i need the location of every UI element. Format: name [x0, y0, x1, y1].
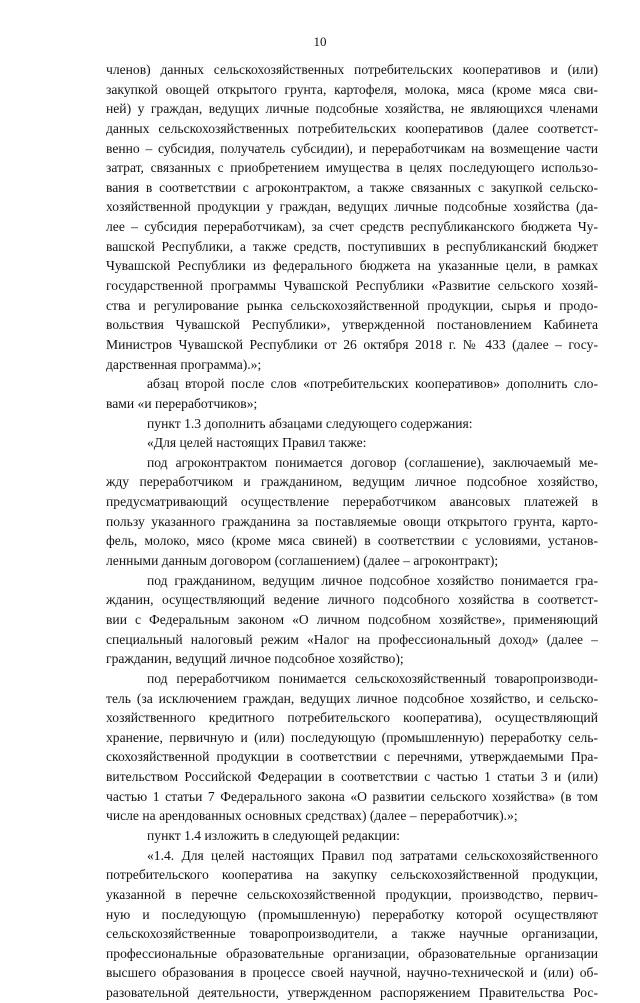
text-line: потребительского кооператива на закупку сельскохозяйственной продукции,: [106, 867, 598, 883]
text-line: вами «и переработчиков»;: [106, 395, 258, 411]
body-text: [106, 60, 598, 1003]
text-line: дарственная программа).»;: [106, 356, 262, 372]
text-line: закупкой овощей открытого грунта, картофеля, молока, мяса (кроме мяса сви-: [106, 81, 598, 97]
text-line: вашской Республики, а также средств, поступивших в республиканский бюджет: [106, 238, 598, 254]
text-line: вии с Федеральным законом «О личном подсобном хозяйстве», применяющий: [106, 611, 598, 627]
text-line: числе на арендованных основных средствах) (далее – переработчик).»;: [106, 808, 518, 824]
text-line: гражданин, ведущий личное подсобное хозяйство);: [106, 651, 404, 667]
text-line: Министров Чувашской Республики от 26 октября 2018 г. № 433 (далее – госу-: [106, 336, 598, 352]
text-line: под агроконтрактом понимается договор (соглашение), заключаемый ме-: [147, 454, 598, 470]
text-line: сельскохозяйственные товаропроизводители, а также научные организации,: [106, 926, 598, 942]
text-line: частью 1 статьи 7 Федерального закона «О развитии сельского хозяйства» (в том: [106, 788, 598, 804]
text-line: жданин, осуществляющий ведение личного подсобного хозяйства в соответст-: [106, 592, 598, 608]
text-line: «Для целей настоящих Правил также:: [147, 435, 367, 451]
text-line: пункт 1.3 дополнить абзацами следующего содержания:: [147, 415, 473, 431]
text-line: вания в соответствии с агроконтрактом, а также связанных с закупкой сельско-: [106, 179, 598, 195]
text-line: предусматривающий осуществление переработчиком авансовых платежей в: [106, 494, 598, 510]
text-line: тель (за исключением граждан, ведущих личное подсобное хозяйство, и сельско-: [106, 690, 598, 706]
text-line: государственной программы Чувашской Республики «Развитие сельского хозяй-: [106, 278, 598, 294]
text-line: фель, молоко, мясо (кроме мяса свиней) в соответствии с условиями, установ-: [106, 533, 598, 549]
text-line: венно – субсидия, получатель субсидии), и переработчикам на возмещение части: [106, 140, 598, 156]
text-line: абзац второй после слов «потребительских кооперативов» дополнить сло-: [147, 376, 598, 392]
text-line: ства и регулирование рынка сельскохозяйственной продукции, сырья и продо-: [106, 297, 598, 313]
text-line: под гражданином, ведущим личное подсобное хозяйство понимается гра-: [147, 572, 598, 588]
text-line: ней) у граждан, ведущих личные подсобные хозяйства, не являющихся членами: [106, 101, 598, 117]
text-line: вительством Российской Федерации в соответствии с частью 1 статьи 3 и (или): [106, 769, 598, 785]
text-line: под переработчиком понимается сельскохозяйственный товаропроизводи-: [147, 670, 598, 686]
text-line: вольствия Чувашской Республики», утвержденной постановлением Кабинета: [106, 317, 598, 333]
text-line: пункт 1.4 изложить в следующей редакции:: [147, 827, 400, 843]
text-line: «1.4. Для целей настоящих Правил под затратами сельскохозяйственного: [147, 847, 598, 863]
text-line: пользу указанного гражданина за поставляемые овощи открытого грунта, карто-: [106, 513, 598, 529]
page-number: 10: [313, 34, 327, 49]
text-line: специальный налоговый режим «Налог на профессиональный доход» (далее –: [106, 631, 598, 647]
text-line: членов) данных сельскохозяйственных потребительских кооперативов и (или): [106, 62, 598, 77]
text-line: скохозяйственной продукции в соответствии с перечнями, утверждаемыми Пра-: [106, 749, 598, 765]
text-line: данных сельскохозяйственных потребительских кооперативов (далее соответст-: [106, 120, 598, 136]
text-line: жду переработчиком и гражданином, ведущим личное подсобное хозяйство,: [106, 474, 598, 490]
text-line: затрат, связанных с приобретением имущества в целях последующего использо-: [106, 160, 598, 176]
text-line: ленными данным договором (соглашением) (далее – агроконтракт);: [106, 553, 499, 569]
text-line: хранение, первичную и (или) последующую (промышленную) переработку сель-: [106, 729, 598, 745]
text-line: ную и последующую (промышленную) переработку которой осуществляют: [106, 906, 598, 922]
text-line: Чувашской Республики из федерального бюджета на указанные цели, в рамках: [106, 258, 598, 274]
text-line: профессиональные образовательные организации, образовательные организации: [106, 945, 598, 961]
text-line: хозяйственной продукции у граждан, ведущих личные подсобные хозяйства (да-: [106, 199, 598, 215]
text-line: указанной в перечне сельскохозяйственной продукции, производство, первич-: [106, 886, 598, 902]
text-line: высшего образования в процессе своей научной, научно-технической и (или) об-: [106, 965, 598, 981]
text-line: разовательной деятельности, утвержденном распоряжением Правительства Рос-: [106, 985, 598, 1001]
text-line: хозяйственного кредитного потребительского кооператива), осуществляющий: [106, 710, 598, 726]
text-line: лее – субсидия переработчикам), за счет средств республиканского бюджета Чу-: [106, 219, 598, 235]
